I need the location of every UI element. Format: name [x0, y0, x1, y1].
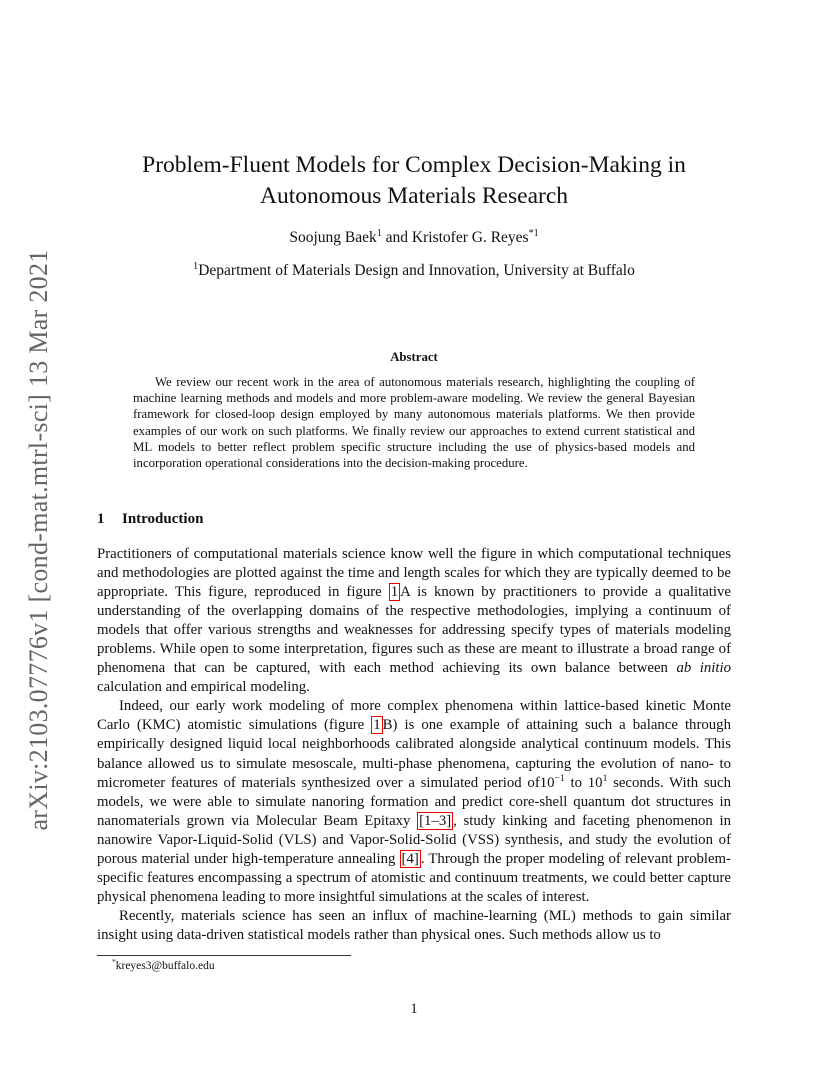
section-title: Introduction	[122, 511, 204, 527]
section-heading	[97, 511, 203, 528]
abstract-body: We review our recent work in the area of autonomous materials research, highlighting the coupling of machine learning methods and models and more problem-aware modeling. We review the general Bayesian framework for closed-loop design employed by many autonomous materials platforms. We then provide examples of our work on such platforms. We finally review our approaches to extend current statistical and ML models to better reflect problem specific structure including the use of physics-based models and incorporation operational considerations into the decision-making procedure.	[133, 375, 695, 471]
footnote-email[interactable]: kreyes3@buffalo.edu	[115, 960, 215, 972]
title-line-1: Problem-Fluent Models for Complex Decision-Making in	[142, 152, 686, 178]
author-name: Kristofer G. Reyes	[411, 229, 529, 246]
text-run: to 10	[564, 774, 603, 791]
author-affil-mark: *1	[528, 227, 539, 239]
figure-link[interactable]: 1	[373, 717, 381, 734]
exponent: 1	[602, 772, 608, 784]
citation-link[interactable]: [1–3]	[419, 812, 452, 829]
abstract-heading: Abstract	[390, 350, 438, 364]
affiliation	[100, 261, 728, 281]
figure-link[interactable]: 1	[390, 584, 399, 601]
paragraph: Recently, materials science has seen an influx of machine-learning (ML) methods to gain similar insight using data-driven statistical models rather than physical ones. Such methods allow us to	[97, 907, 731, 943]
text-run: B) is one example of attaining such a balance through empirically designed liquid local neighborhoods calibrated alongside analytical continuum models. This balance allowed us to simulate mesoscale, multi-phase phenomena, capturing the evolution of nano- to micrometer features of materials synthesized over a simulated period of10	[97, 717, 731, 791]
arxiv-identifier: arXiv:2103.07776v1 [cond-mat.mtrl-sci] 13 Mar 2021	[24, 249, 53, 831]
text-run: Practitioners of computational materials science know well the figure in which computational techniques and methodologies are plotted against the time and length scales for which they are typically deemed to be appropriate. This figure, reproduced in figure	[97, 546, 731, 601]
footnote	[112, 957, 215, 972]
text-run: . Through the proper modeling of relevant problem-specific features encompassing a spectrum of atomistic and continuum treatments, we could better capture physical phenomena leading to more insightful simulations at the scales of interest.	[97, 850, 731, 905]
text-run: , study kinking and faceting phenomenon in nanowire Vapor-Liquid-Solid (VLS) and Vapor-Solid-Solid (VSS) synthesis, and study the evolution of porous material under high-temperature annealing	[97, 812, 731, 867]
paragraph	[97, 545, 731, 697]
text-run: seconds. With such models, we were able to simulate nanoring formation and predict core-shell quantum dot structures in nanomaterials grown via Molecular Beam Epitaxy	[97, 774, 731, 829]
footnote-mark: *	[112, 957, 116, 967]
affiliation-text: Department of Materials Design and Innovation, University at Buffalo	[198, 262, 635, 279]
author-name: Soojung Baek	[289, 229, 377, 246]
section-number: 1	[97, 511, 105, 527]
author-conjunction: and	[381, 229, 412, 246]
paragraph	[97, 697, 731, 907]
italic-term: ab initio	[676, 660, 731, 677]
text-run: A is known by practitioners to provide a qualitative understanding of the overlapping domains of the respective methodologies, implying a continuum of models that offer various strengths and weaknesses for addressing specify types of materials modeling problems. While open to some interpretation, figures such as these are meant to illustrate a broad range of phenomena that can be captured, with each method achieving its own balance between	[97, 584, 731, 677]
affiliation-mark: 1	[193, 260, 199, 272]
exponent: −1	[554, 772, 565, 784]
citation-link[interactable]: [4]	[401, 850, 419, 867]
text-run: Indeed, our early work modeling of more complex phenomena within lattice-based kinetic Monte Carlo (KMC) atomistic simulations (figure	[97, 698, 731, 734]
author-affil-mark: 1	[376, 227, 382, 239]
paper-title	[100, 150, 728, 212]
title-line-2: Autonomous Materials Research	[259, 183, 569, 209]
page-number: 1	[410, 1001, 418, 1017]
arxiv-sidebar	[22, 240, 56, 840]
author-list	[100, 228, 728, 248]
footnote-divider	[97, 955, 351, 956]
body-text	[97, 545, 731, 945]
text-run: calculation and empirical modeling.	[97, 679, 310, 696]
